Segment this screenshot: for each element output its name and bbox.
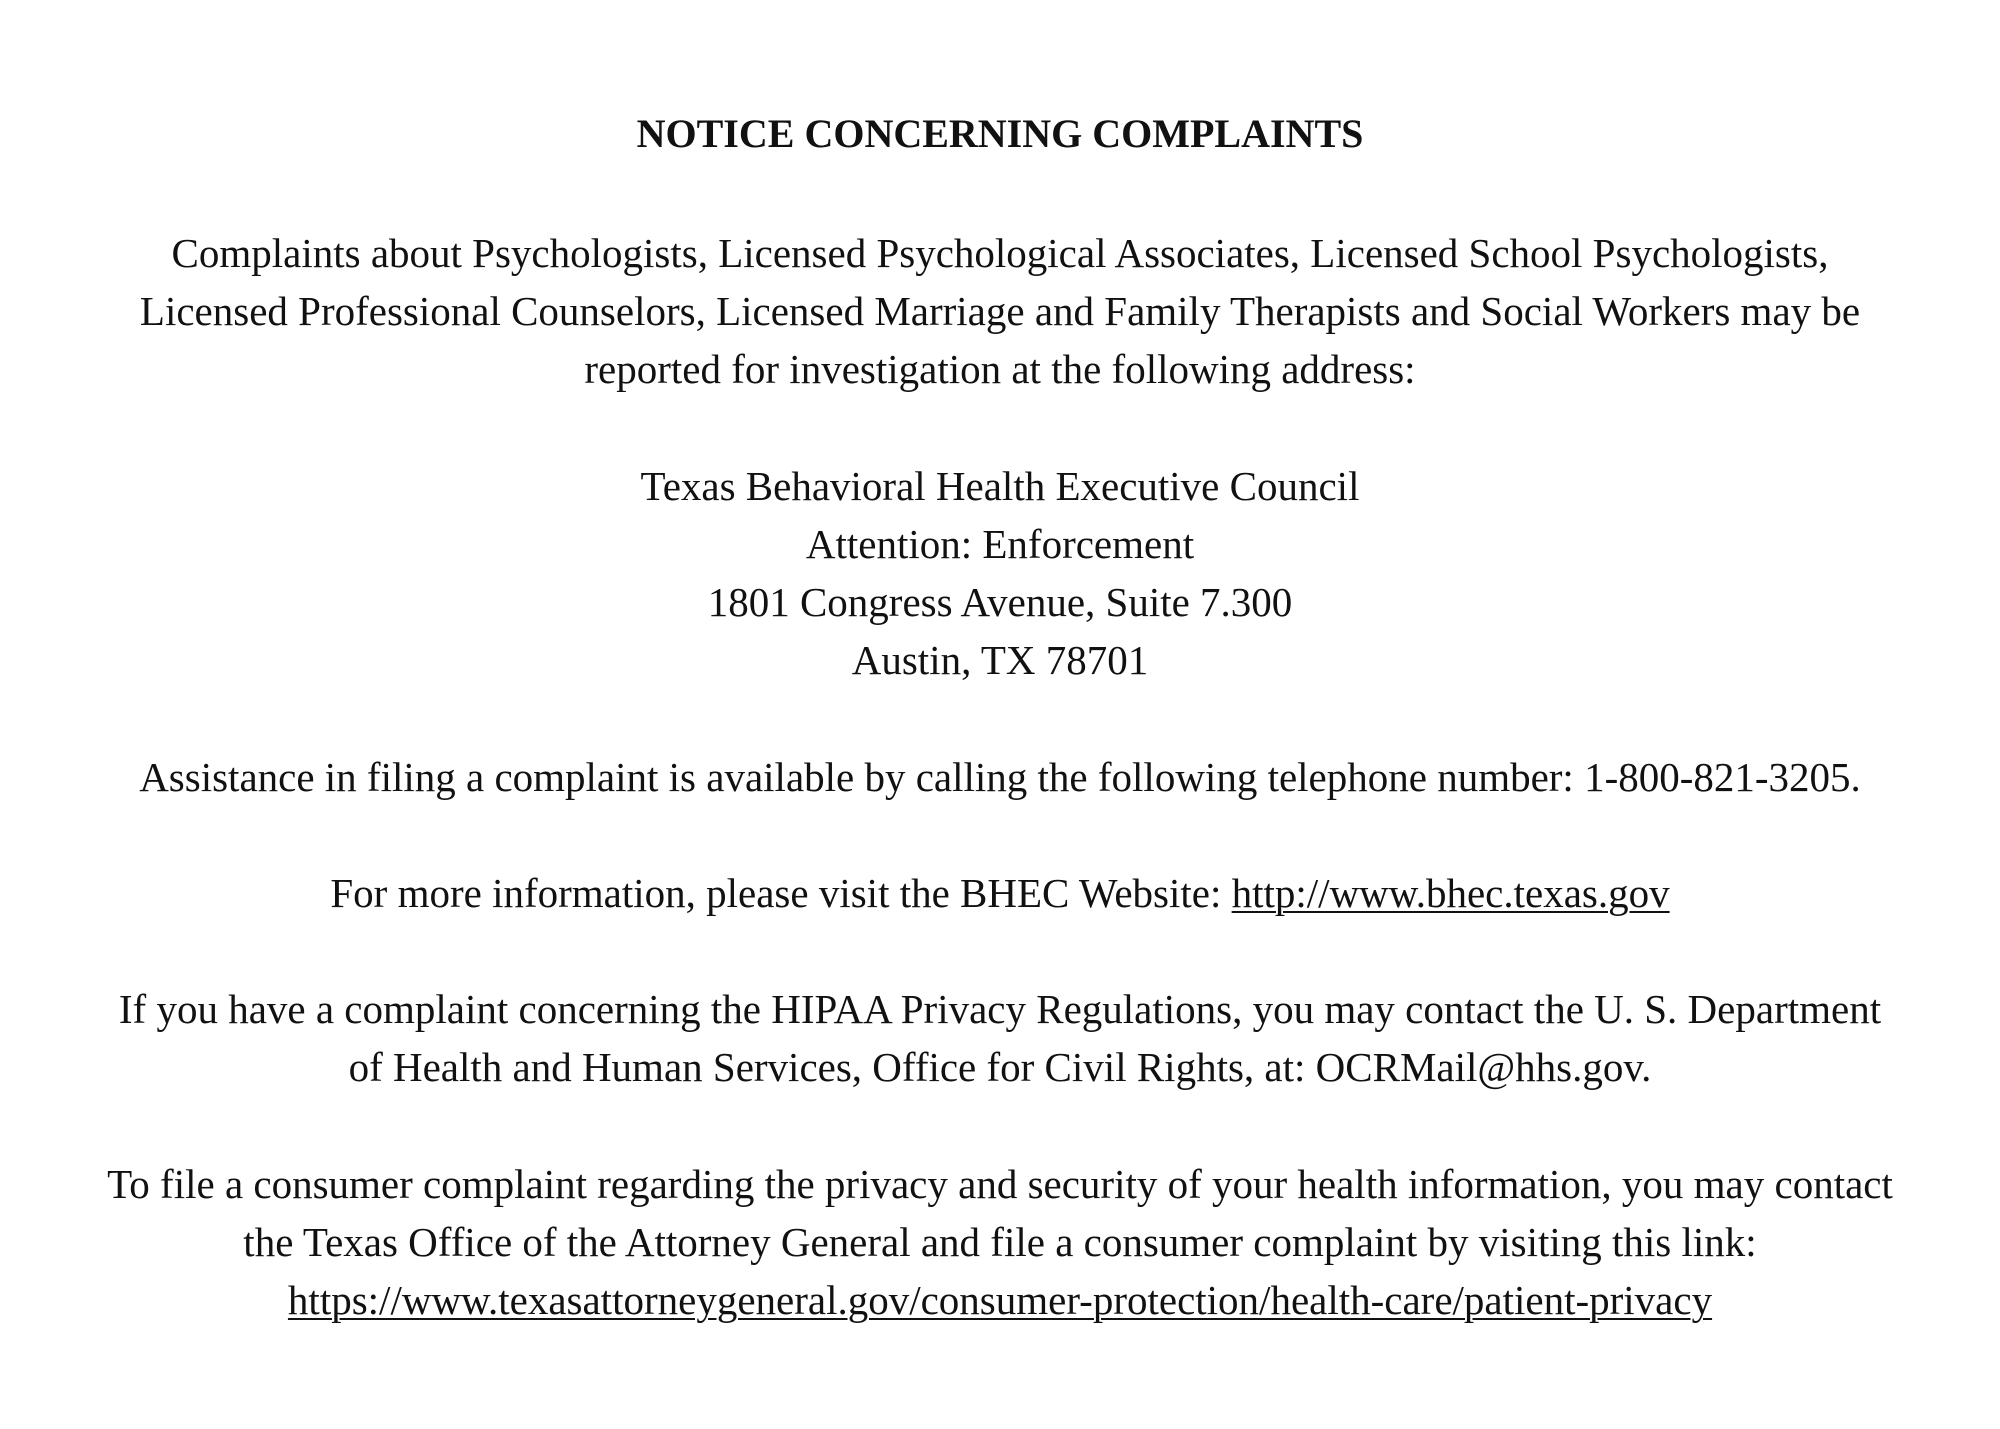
more-info-text: For more information, please visit the BHEC Website: [330,870,1232,916]
address-line-city: Austin, TX 78701 [851,637,1149,683]
address-line-street: 1801 Congress Avenue, Suite 7.300 [707,579,1293,625]
notice-title: NOTICE CONCERNING COMPLAINTS [636,111,1364,156]
intro-line-1: Complaints about Psychologists, Licensed Psychological Associates, Licensed School Psychologists, [171,230,1829,276]
consumer-line-1: To file a consumer complaint regarding the privacy and security of your health information, you may contact [107,1161,1893,1207]
bhec-website-link[interactable]: http://www.bhec.texas.gov [1231,870,1670,916]
address-line-org: Texas Behavioral Health Executive Council [640,463,1360,509]
more-info-line [60,864,1940,922]
consumer-link-line [60,1271,1940,1329]
intro-line-2: Licensed Professional Counselors, Licensed Marriage and Family Therapists and Social Workers may be [139,288,1861,334]
address-line-attention: Attention: Enforcement [805,521,1195,567]
assistance-line: Assistance in filing a complaint is available by calling the following telephone number: 1-800-821-3205. [139,754,1861,800]
hipaa-line-1: If you have a complaint concerning the HIPAA Privacy Regulations, you may contact the U. S. Department [118,986,1882,1032]
attorney-general-link[interactable]: https://www.texasattorneygeneral.gov/consumer-protection/health-care/patient-privacy [287,1277,1713,1323]
consumer-line-2: the Texas Office of the Attorney General and file a consumer complaint by visiting this link: [243,1219,1757,1265]
intro-line-3: reported for investigation at the following address: [584,346,1416,392]
hipaa-line-2: of Health and Human Services, Office for Civil Rights, at: OCRMail@hhs.gov. [348,1044,1652,1090]
